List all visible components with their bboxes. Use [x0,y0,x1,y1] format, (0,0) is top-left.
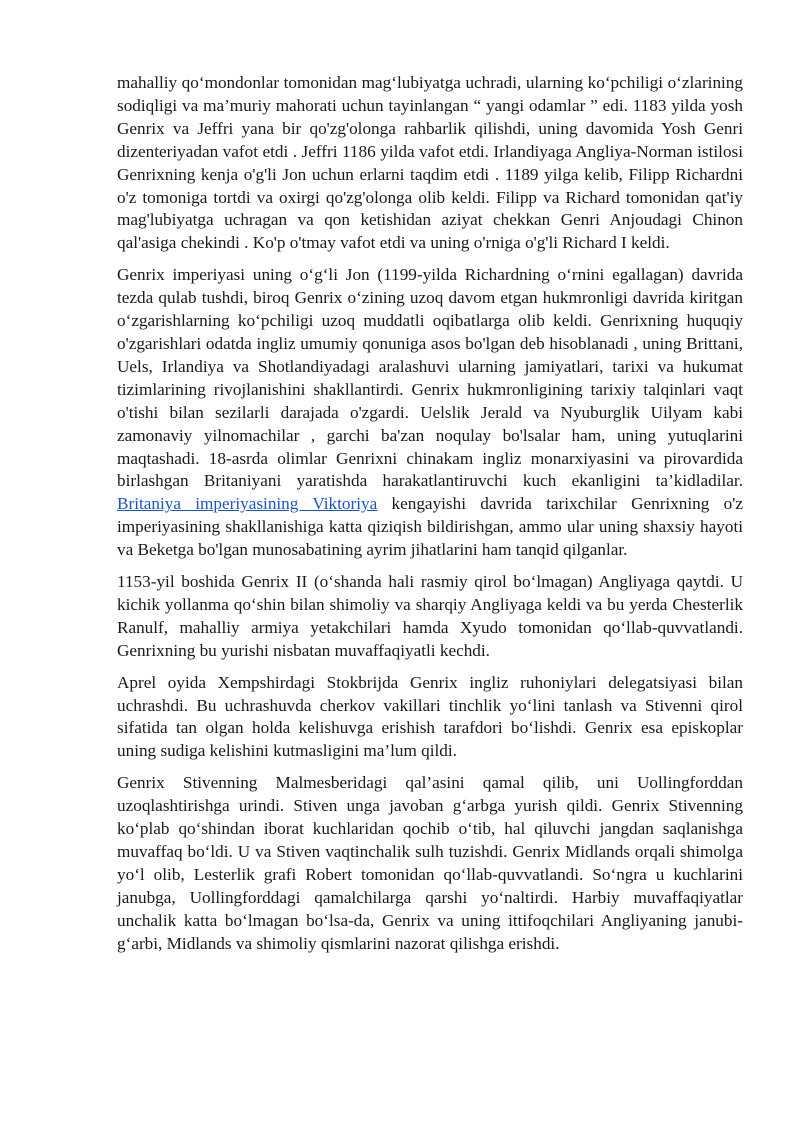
paragraph-3 [117,571,743,663]
britaniya-imperiyasi-link[interactable]: Britaniya imperiyasining Viktoriya [117,494,378,514]
paragraph-2 [117,264,743,562]
document-body [117,72,743,965]
paragraph-text: mahalliy qo‘mondonlar tomonidan mag‘lubiyatga uchradi, ularning ko‘pchiligi o‘zlarining sodiqligi va ma’muriy mahorati uchun tayinlangan “ yangi odamlar ” edi. 1183 yilda yosh Genrix va Jeffri yana bir qo'zg'olonga rahbarlik qilishdi, uning davomida Yosh Genri dizenteriyadan vafot etdi . Jeffri 1186 yilda vafot etdi. Irlandiyaga Angliya-Norman istilosi Genrixning kenja o'g'li Jon uchun erlarni taqdim etdi . 1189 yilga kelib, Filipp Richardni o'z tomoniga tortdi va oxirgi qo'zg'olonga olib keldi. Filipp va Richard tomonidan qat'iy mag'lubiyatga uchragan va qon ketishidan aziyat chekkan Genri Anjoudagi Chinon qal'asiga chekindi . Ko'p o'tmay vafot etdi va uning o'rniga o'g'li Richard I keldi. [117,73,743,253]
paragraph-1 [117,72,743,255]
paragraph-text: kengayishi davrida tarixchilar Genrixning o'z imperiyasining shakllanishiga katta qiziqish bildirishgan, ammo ular uning shaxsiy hayoti va Beketga bo'lgan munosabatining ayrim jihatlarini ham tanqid qilganlar. [117,494,743,560]
paragraph-text: 1153-yil boshida Genrix II (o‘shanda hali rasmiy qirol bo‘lmagan) Angliyaga qaytdi. U kichik yollanma qo‘shin bilan shimoliy va sharqiy Angliyaga keldi va bu yerda Chesterlik Ranulf, mahalliy armiya yetakchilari hamda Xyudo tomonidan qo‘llab-quvvatlandi. Genrixning bu yurishi nisbatan muvaffaqiyatli kechdi. [117,572,743,660]
paragraph-5 [117,772,743,955]
paragraph-4 [117,672,743,764]
paragraph-text: Genrix Stivenning Malmesberidagi qal’asini qamal qilib, uni Uollingforddan uzoqlashtirishga urindi. Stiven unga javoban g‘arbga yurish qildi. Genrix Stivenning ko‘plab qo‘shindan iborat kuchlaridan qochib o‘tib, hal qiluvchi jangdan saqlanishga muvaffaq bo‘ldi. U va Stiven vaqtinchalik sulh tuzishdi. Genrix Midlands orqali shimolga yo‘l olib, Lesterlik grafi Robert tomonidan qo‘llab-quvvatlandi. So‘ngra u kuchlarini janubga, Uollingforddagi qamalchilarga qarshi yo‘naltirdi. Harbiy muvaffaqiyatlar unchalik katta bo‘lmagan bo‘lsa-da, Genrix va uning ittifoqchilari Angliyaning janubi-g‘arbi, Midlands va shimoliy qismlarini nazorat qilishga erishdi. [117,773,743,953]
paragraph-text: Genrix imperiyasi uning o‘g‘li Jon (1199-yilda Richardning o‘rnini egallagan) davrida tezda qulab tushdi, biroq Genrix o‘zining uzoq davom etgan hukmronligi davrida kiritgan o‘zgarishlarning ko‘pchiligi uzoq muddatli oqibatlarga olib keldi. Genrixning huquqiy o'zgarishlari odatda ingliz umumiy qonuniga asos bo'lgan deb hisoblanadi , uning Brittani, Uels, Irlandiya va Shotlandiyadagi aralashuvi ularning jamiyatlari, tarixi va hukumat tizimlarining rivojlanishini shakllantirdi. Genrix hukmronligining tarixiy talqinlari vaqt o'tishi bilan sezilarli darajada o'zgardi. Uelslik Jerald va Nyuburglik Uilyam kabi zamonaviy yilnomachilar , garchi ba'zan noqulay bo'lsalar ham, uning yutuqlarini maqtashadi. 18-asrda olimlar Genrixni chinakam ingliz monarxiyasini va pirovardida birlashgan Britaniyani yaratishda harakatlantiruvchi kuch ekanligini ta’kidladilar. [117,265,743,491]
paragraph-text: Aprel oyida Xempshirdagi Stokbrijda Genrix ingliz ruhoniylari delegatsiyasi bilan uchrashdi. Bu uchrashuvda cherkov vakillari tinchlik yo‘lini tanlash va Stivenni qirol sifatida tan olgan holda kelishuvga erishish tarafdori bo‘lishdi. Genrix esa episkoplar uning sudiga kelishini kutmasligini ma’lum qildi. [117,672,743,761]
